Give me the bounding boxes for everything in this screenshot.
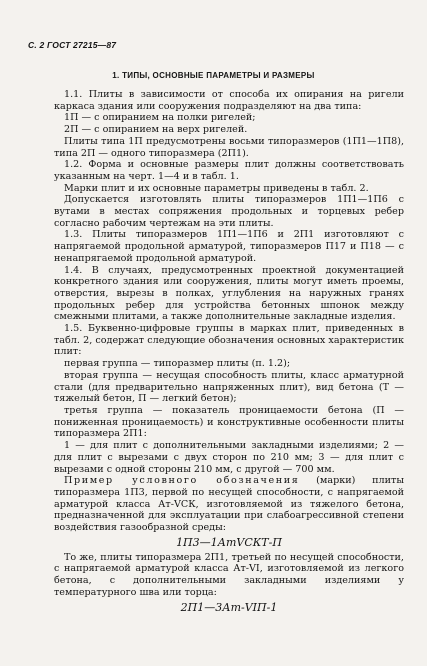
example-text: (марки) плиты типоразмера 1П3, первой по несущей способности, с напрягаемой арматурой класса Ат-VСК, изготовляемой из тяжелого бетона, предназначенной для эксплуатации при слабоагрессивной степени воздействия газообразной среды: (54, 475, 404, 534)
first-group-item: первая группа — типоразмер плиты (п. 1.2); (64, 358, 291, 370)
type-1p-item: 1П — с опиранием на полки ригелей; (64, 112, 256, 124)
paragraph-types-count: Плиты типа 1П предусмотрены восьми типоразмеров (1П1—1П8), типа 2П — одного типоразмера (2П1). (54, 135, 404, 159)
paragraph-marks: Марки плит и их основные параметры приведены в табл. 2. (64, 182, 369, 194)
type-2p-item: 2П — с опиранием на верх ригелей. (64, 124, 248, 136)
paragraph-1-5: 1.5. Буквенно-цифровые группы в марках плит, приведенных в табл. 2, содержат следующие обозначения основных характеристик плит: (54, 323, 404, 358)
design-features-item: 1 — для плит с дополнительными закладными изделиями; 2 — для плит с вырезами с двух сторон по 210 мм; 3 — для плит с вырезами с одной стороны 210 мм, с другой — 700 мм. (54, 440, 404, 475)
document-body (54, 89, 404, 617)
mark-formula-1: 1П3—1АтVСКТ-П (176, 535, 282, 549)
example-2-paragraph: То же, плиты типоразмера 2П1, третьей по несущей способности, с напрягаемой арматурой класса Ат-VI, изготовляемой из легкого бетона, с дополнительными закладными изделиями у температурного шва или торца: (54, 551, 404, 598)
section-title: 1. ТИПЫ, ОСНОВНЫЕ ПАРАМЕТРЫ И РАЗМЕРЫ (112, 71, 315, 80)
paragraph-1-2: 1.2. Форма и основные размеры плит должны соответствовать указанным на черт. 1—4 и в табл. 1. (54, 159, 404, 182)
example-heading: Пример условного обозначения (64, 475, 300, 487)
paragraph-1-3: 1.3. Плиты типоразмеров 1П1—1П6 и 2П1 изготовляют с напрягаемой продольной арматурой, типоразмеров П17 и П18 — с ненапрягаемой продольной арматурой. (54, 229, 404, 264)
paragraph-1-1: 1.1. Плиты в зависимости от способа их опирания на ригели каркаса здания или сооружения подразделяют на два типа: (54, 89, 404, 112)
page-header: С. 2 ГОСТ 27215—87 (28, 40, 117, 50)
example-paragraph (54, 475, 404, 534)
paragraph-1-4: 1.4. В случаях, предусмотренных проектной документацией конкретного здания или сооружения, плиты могут иметь проемы, отверстия, вырезы в полках, углубления на наружных гранях продольных ребер для устройства бетонных шпонок между смежными плитами, а также дополнительные закладные изделия. (54, 264, 404, 323)
mark-formula-2: 2П1—3Ат-VIП-1 (180, 600, 278, 614)
second-group-item: вторая группа — несущая способность плиты, класс арматурной стали (для предварительно напряженных плит), вид бетона (Т — тяжелый бетон, П — легкий бетон); (54, 369, 404, 405)
paragraph-vuty: Допускается изготовлять плиты типоразмеров 1П1—1П6 с вутами в местах сопряжения продольных и торцевых ребер согласно рабочим чертежам на эти плиты. (54, 194, 404, 229)
third-group-item: третья группа — показатель проницаемости бетона (П — пониженная проницаемость) и конструктивные особенности плиты типоразмера 2П1: (54, 404, 404, 440)
